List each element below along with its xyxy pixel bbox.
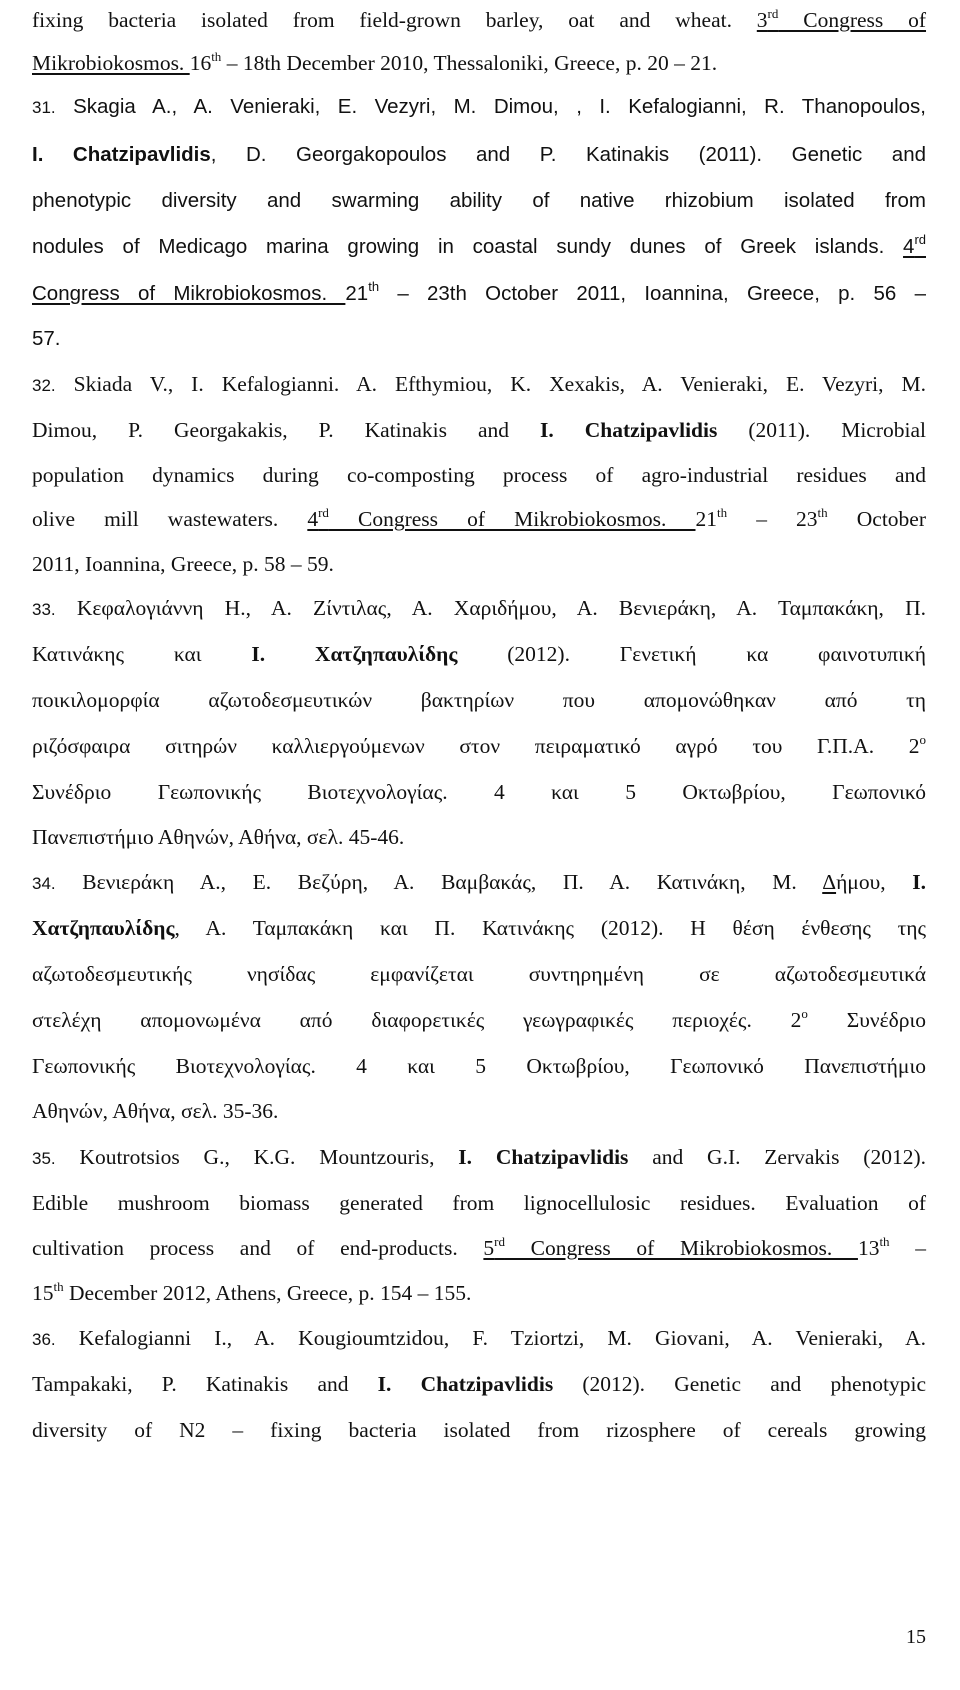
reference-number: 33. [32, 600, 56, 619]
highlighted-author: I. Chatzipavlidis [377, 1372, 554, 1396]
reference-32-line: Dimou, P. Georgakakis, P. Katinakis and I. Chatzipavlidis (2011). Microbial [32, 418, 926, 442]
reference-35-line: 35. Koutrotsios G., K.G. Mountzouris, I. Chatzipavlidis and G.I. Zervakis (2012). [32, 1145, 926, 1169]
reference-34-line: στελέχη απομονωμένα από διαφορετικές γεωγραφικές περιοχές. $2^o$ Συνέδριο [32, 1006, 926, 1032]
reference-text-line: fixing bacteria isolated from field-grown barley, oat and wheat. 3rd Congress of [32, 6, 927, 32]
reference-31-line: phenotypic diversity and swarming ability of native rhizobium isolated from [32, 189, 926, 212]
reference-number: 34. [32, 874, 56, 893]
reference-33-line: 33. Κεφαλογιάννη Η., Α. Ζίντιλας, Α. Χαριδήμου, Α. Βενιεράκη, Α. Ταμπακάκη, Π. [32, 596, 926, 620]
reference-34-line: Χατζηπαυλίδης, Α. Ταμπακάκη και Π. Κατινάκης (2012). Η θέση ένθεσης της [32, 916, 926, 940]
reference-32-line: population dynamics during co-composting process of agro-industrial residues and [32, 463, 926, 487]
reference-35-line: cultivation process and of end-products. 5rd Congress of Mikrobiokosmos. 13th – [32, 1234, 926, 1260]
reference-34-line: αζωτοδεσμευτικής νησίδας εμφανίζεται συντηρημένη σε αζωτοδεσμευτικά [32, 962, 926, 986]
reference-32-line: olive mill wastewaters. 4rd Congress of Mikrobiokosmos. 21th – 23th October [32, 505, 926, 531]
reference-35-line: 15th December 2012, Athens, Greece, p. 154 – 155. [32, 1279, 472, 1305]
reference-text-line: Mikrobiokosmos. 16th – 18th December 2010, Thessaloniki, Greece, p. 20 – 21. [32, 49, 718, 75]
reference-number: 35. [32, 1149, 56, 1168]
reference-33-line: Κατινάκης και Ι. Χατζηπαυλίδης (2012). Γενετική κα φαινοτυπική [32, 642, 926, 666]
reference-31-line: 57. [32, 327, 61, 350]
reference-number: 32. [32, 376, 56, 395]
reference-31-line: 31. Skagia A., A. Venieraki, E. Vezyri, M. Dimou, , I. Kefalogianni, R. Thanopoulos, [32, 95, 926, 118]
reference-31-line: nodules of Medicago marina growing in coastal sundy dunes of Greek islands. 4rd [32, 232, 926, 258]
reference-34-line: Γεωπονικής Βιοτεχνολογίας. 4 και 5 Οκτωβρίου, Γεωπονικό Πανεπιστήμιο [32, 1054, 926, 1078]
reference-31-line: Congress of Mikrobiokosmos. 21th – 23th October 2011, Ioannina, Greece, p. 56 – [32, 279, 926, 305]
reference-33-line: Συνέδριο Γεωπονικής Βιοτεχνολογίας. 4 και 5 Οκτωβρίου, Γεωπονικό [32, 780, 926, 804]
reference-number: 36. [32, 1330, 56, 1349]
reference-35-line: Edible mushroom biomass generated from lignocellulosic residues. Evaluation of [32, 1191, 926, 1215]
reference-36-line: 36. Kefalogianni I., A. Kougioumtzidou, F. Tziortzi, M. Giovani, A. Venieraki, A. [32, 1326, 926, 1350]
reference-number: 31. [32, 98, 56, 117]
reference-31-line: I. Chatzipavlidis, D. Georgakopoulos and P. Katinakis (2011). Genetic and [32, 143, 927, 166]
reference-33-line: ριζόσφαιρα σιτηρών καλλιεργούμενων στον πειραματικό αγρό του Γ.Π.Α. $2^o$ [32, 732, 926, 758]
page-number: 15 [906, 1626, 926, 1648]
reference-33-line: ποικιλομορφία αζωτοδεσμευτικών βακτηρίων που απομονώθηκαν από τη [32, 688, 926, 712]
reference-36-line: diversity of N2 – fixing bacteria isolated from rizosphere of cereals growing [32, 1418, 926, 1442]
reference-33-line: Πανεπιστήμιο Αθηνών, Αθήνα, σελ. 45-46. [32, 825, 405, 849]
highlighted-author: Χατζηπαυλίδης [32, 916, 175, 940]
reference-32-line: 32. Skiada V., I. Kefalogianni. A. Efthymiou, K. Xexakis, A. Venieraki, E. Vezyri, M. [32, 372, 926, 396]
highlighted-author: I. Chatzipavlidis [458, 1145, 629, 1169]
highlighted-author: Ι. Χατζηπαυλίδης [251, 642, 458, 666]
highlighted-author: I. Chatzipavlidis [540, 418, 718, 442]
reference-34-line: 34. Βενιεράκη Α., Ε. Βεζύρη, Α. Βαμβακάς, Π. Α. Κατινάκη, Μ. Δήμου, Ι. [32, 870, 927, 894]
reference-34-line: Αθηνών, Αθήνα, σελ. 35-36. [32, 1099, 279, 1123]
reference-32-line: 2011, Ioannina, Greece, p. 58 – 59. [32, 552, 334, 576]
reference-36-line: Tampakaki, P. Katinakis and I. Chatzipavlidis (2012). Genetic and phenotypic [32, 1372, 926, 1396]
highlighted-author: I. Chatzipavlidis [32, 143, 211, 166]
